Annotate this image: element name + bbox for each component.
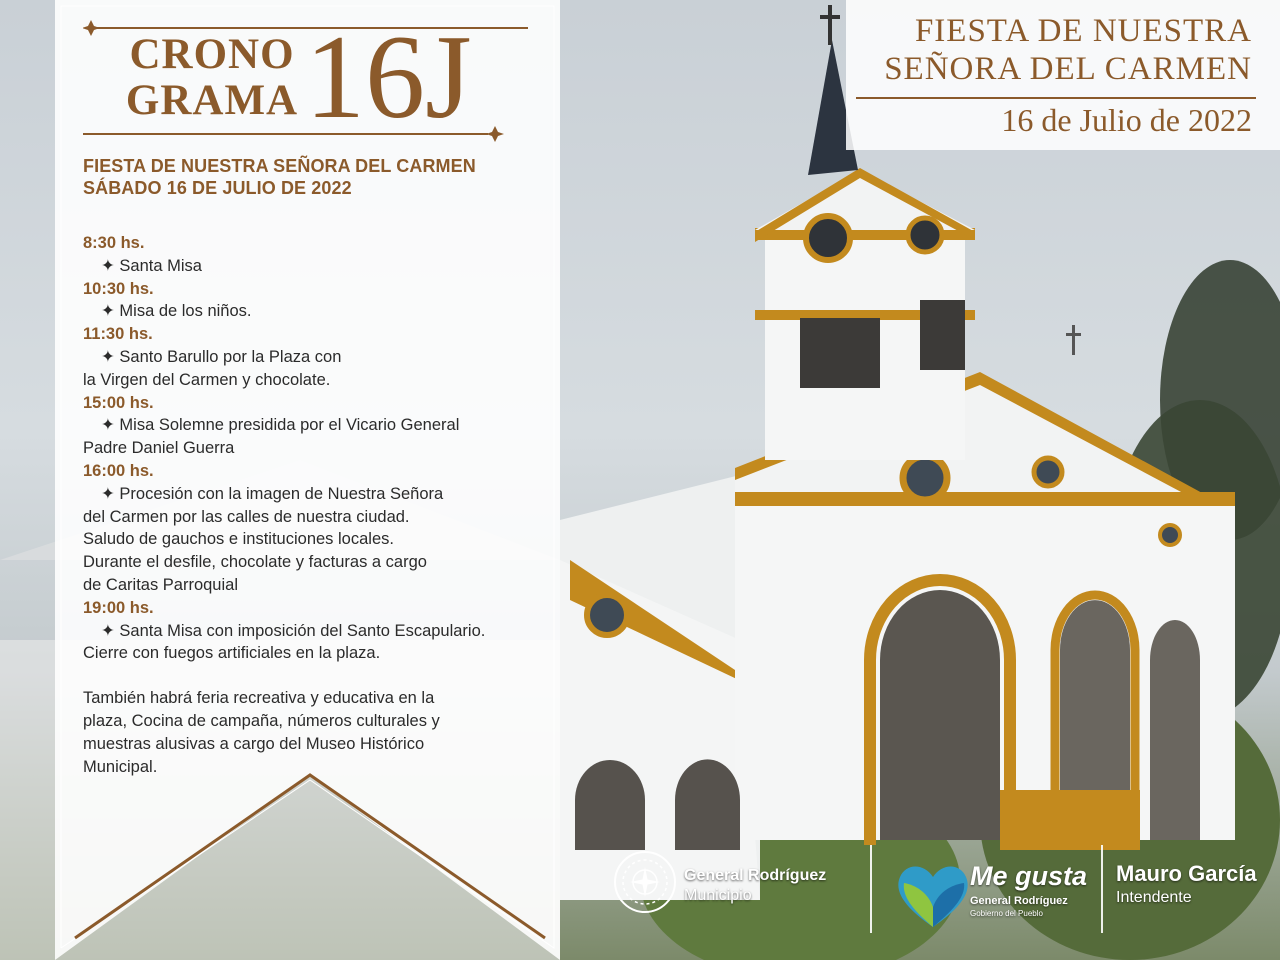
- intendente-title: Intendente: [1116, 889, 1192, 906]
- schedule-entry: [83, 232, 543, 278]
- event-heading: [83, 155, 476, 199]
- schedule-line: ✦ Santa Misa: [101, 256, 202, 275]
- schedule-entry: [83, 323, 543, 391]
- municipio-name: General Rodríguez: [684, 867, 827, 884]
- heart-logo-icon: [894, 859, 972, 931]
- schedule-banner: [55, 0, 560, 960]
- sponsor-logos: [598, 845, 1280, 935]
- header-title: [884, 12, 1252, 88]
- schedule-entry: [83, 392, 543, 460]
- paragraph-line: También habrá feria recreativa y educativa en la: [83, 689, 435, 708]
- paragraph-line: Municipal.: [83, 757, 158, 776]
- event-date: SÁBADO 16 DE JULIO DE 2022: [83, 178, 352, 198]
- schedule-line: ✦ Misa Solemne presidida por el Vicario General: [101, 416, 460, 435]
- schedule-line: de Caritas Parroquial: [83, 575, 238, 594]
- schedule-line: ✦ Misa de los niños.: [101, 302, 252, 321]
- crono-title: [83, 10, 528, 143]
- schedule-time: 10:30 hs.: [83, 279, 154, 298]
- schedule-time: 16:00 hs.: [83, 461, 154, 480]
- big-16j-label: 16J: [305, 10, 472, 143]
- header-divider: [856, 97, 1256, 99]
- crono-line1: CRONO: [129, 31, 295, 78]
- paragraph-line: plaza, Cocina de campaña, números culturales y: [83, 711, 440, 730]
- schedule-list: [83, 232, 543, 778]
- schedule-entry: [83, 597, 543, 665]
- header-title-line1: FIESTA DE NUESTRA: [914, 13, 1252, 49]
- crono-line2: GRAMA: [125, 77, 299, 124]
- extra-info-paragraph: [83, 687, 543, 778]
- schedule-line: Cierre con fuegos artificiales en la plaza.: [83, 644, 381, 663]
- megusta-sub2: Gobierno del Pueblo: [970, 909, 1043, 918]
- schedule-entry: [83, 460, 543, 597]
- schedule-time: 8:30 hs.: [83, 234, 145, 252]
- crono-label: [117, 32, 307, 124]
- municipio-sub: Municipio: [684, 887, 752, 904]
- header-date: 16 de Julio de 2022: [1001, 102, 1252, 138]
- header-title-line2: SEÑORA DEL CARMEN: [884, 51, 1252, 87]
- schedule-time: 19:00 hs.: [83, 598, 154, 617]
- schedule-time: 11:30 hs.: [83, 325, 153, 344]
- event-header: [846, 0, 1280, 150]
- schedule-line: del Carmen por las calles de nuestra ciudad.: [83, 507, 410, 526]
- logo-divider: [1101, 845, 1103, 933]
- schedule-line: ✦ Santo Barullo por la Plaza con: [101, 347, 342, 366]
- schedule-line: ✦ Santa Misa con imposición del Santo Escapulario.: [101, 621, 486, 640]
- schedule-entry: [83, 278, 543, 324]
- schedule-line: Saludo de gauchos e instituciones locales.: [83, 530, 394, 549]
- megusta-logo-text: Me gusta: [970, 861, 1088, 891]
- schedule-line: ✦ Procesión con la imagen de Nuestra Señora: [101, 484, 444, 503]
- intendente-name: Mauro García: [1116, 861, 1257, 886]
- logo-divider: [870, 845, 872, 933]
- schedule-line: la Virgen del Carmen y chocolate.: [83, 370, 331, 389]
- schedule-time: 15:00 hs.: [83, 393, 154, 412]
- event-title: FIESTA DE NUESTRA SEÑORA DEL CARMEN: [83, 156, 476, 176]
- schedule-line: Padre Daniel Guerra: [83, 439, 235, 458]
- megusta-sub1: General Rodríguez: [970, 895, 1068, 907]
- municipal-seal-icon: [612, 849, 678, 915]
- schedule-line: Durante el desfile, chocolate y facturas a cargo: [83, 553, 427, 572]
- paragraph-line: muestras alusivas a cargo del Museo Histórico: [83, 734, 425, 753]
